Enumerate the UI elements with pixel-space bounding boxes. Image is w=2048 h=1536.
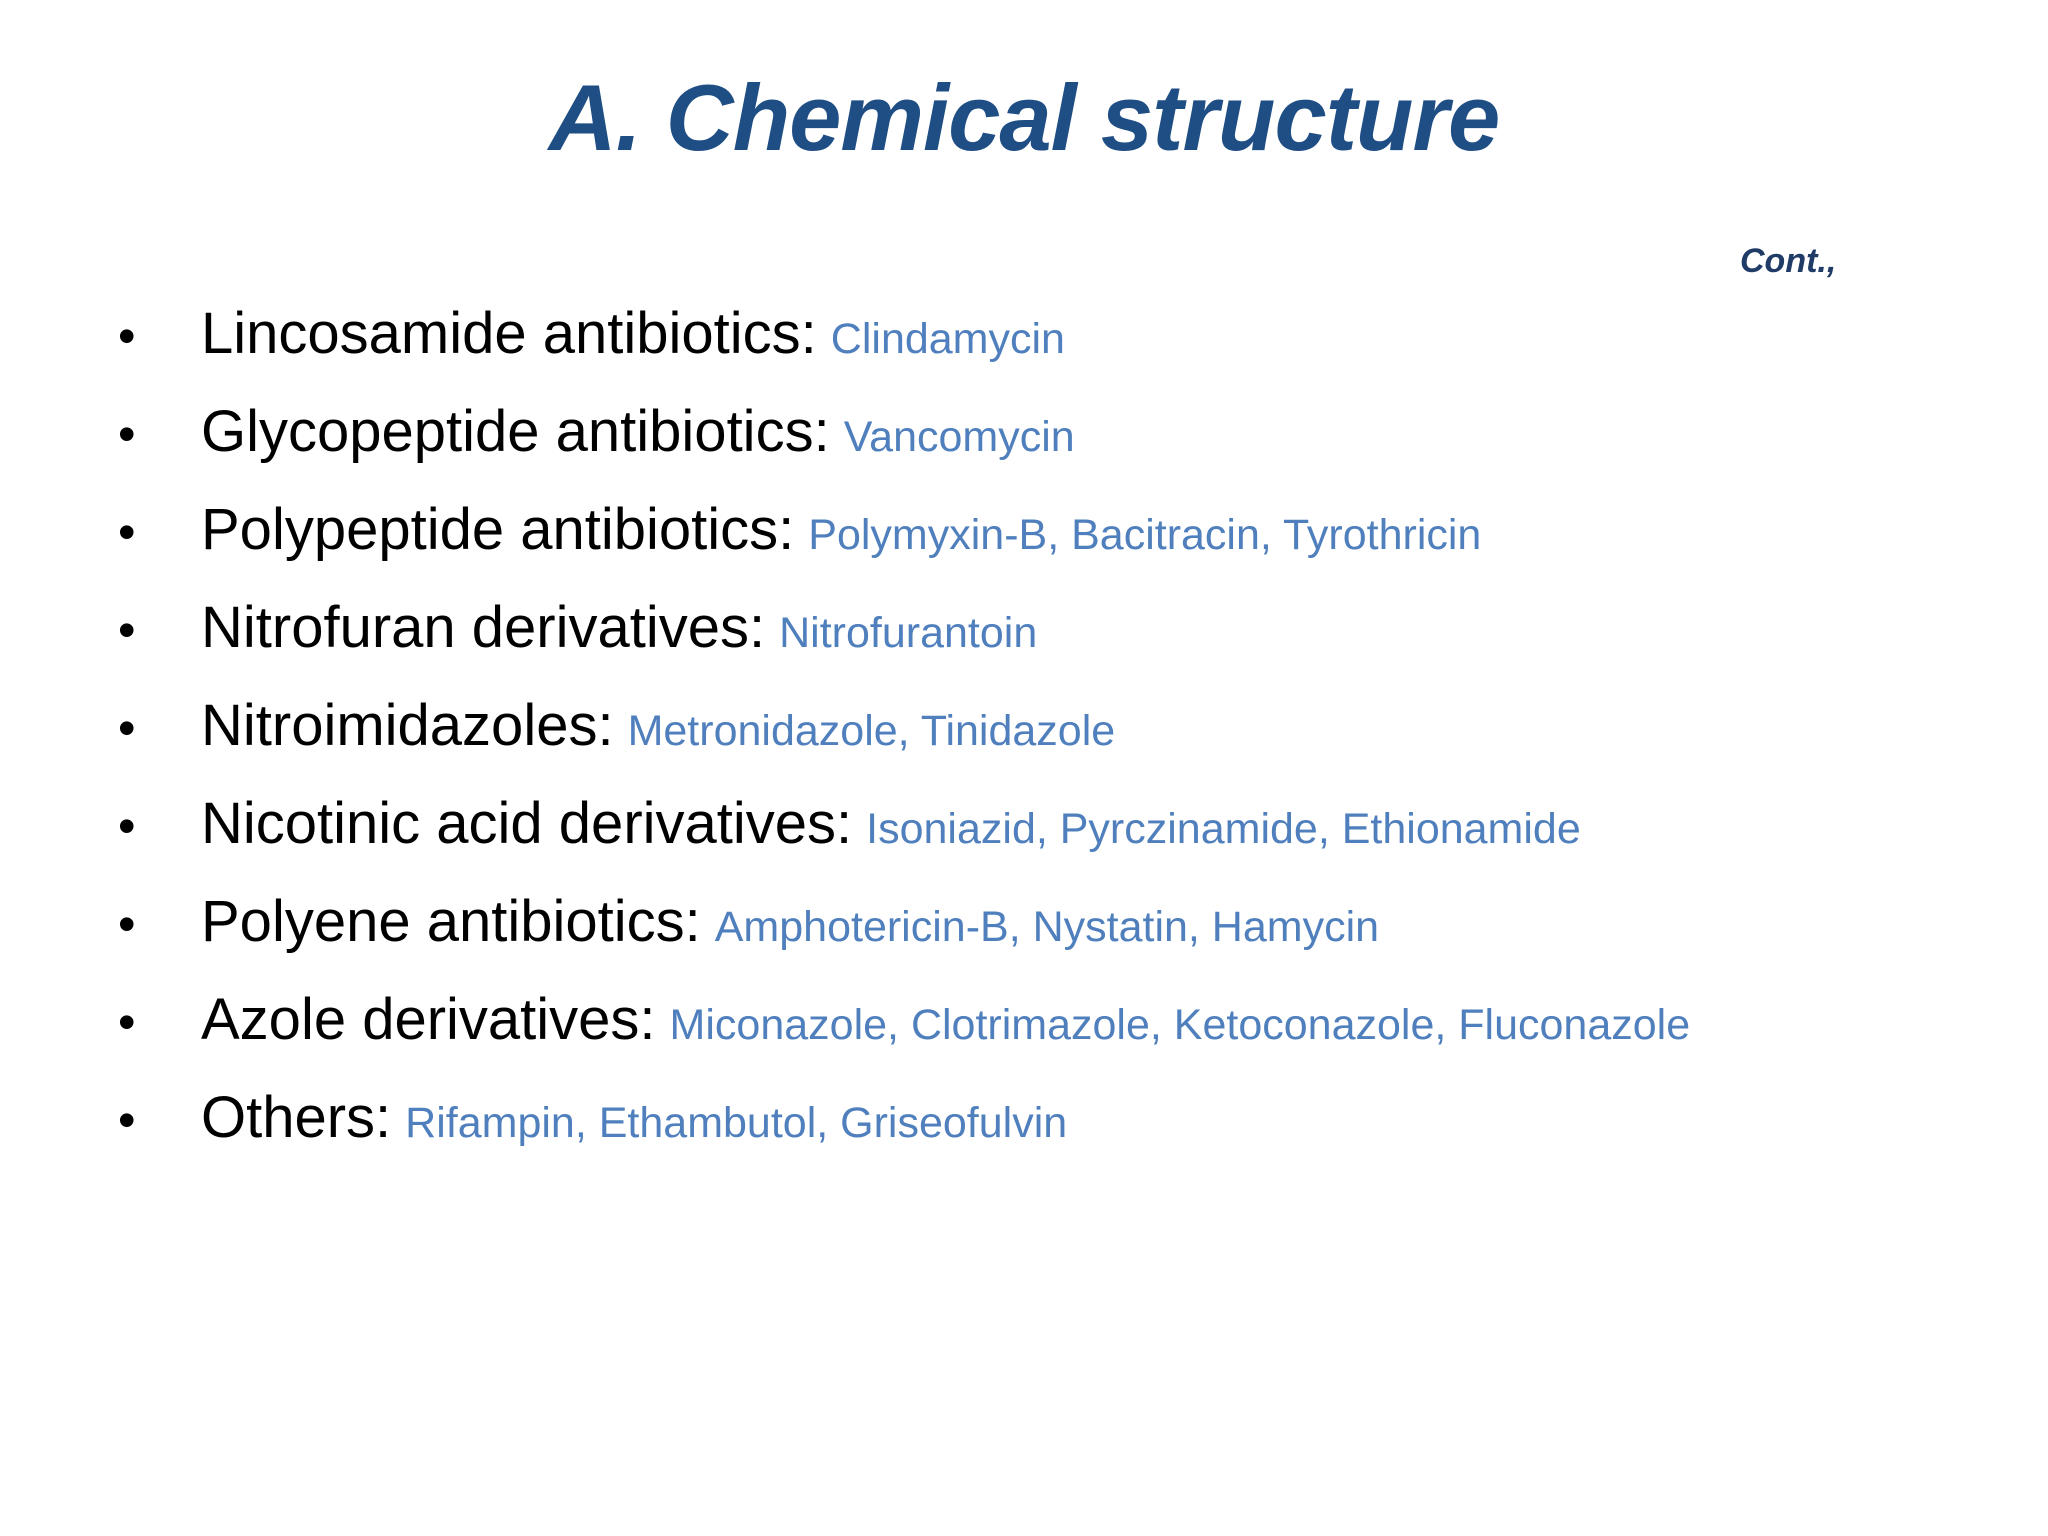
category-label: Nitroimidazoles: (201, 693, 614, 758)
bullet-icon: • (118, 798, 136, 854)
examples-text: Nitrofurantoin (779, 609, 1038, 657)
list-item (118, 888, 1690, 986)
slide-title: A. Chemical structure (548, 65, 1500, 170)
list-item (118, 790, 1690, 888)
list-item (118, 692, 1690, 790)
examples-text: Polymyxin-B, Bacitracin, Tyrothricin (808, 511, 1482, 559)
bullet-icon: • (118, 700, 136, 756)
examples-text: Vancomycin (843, 413, 1075, 461)
bullet-icon: • (118, 1092, 136, 1148)
category-label: Nitrofuran derivatives: (201, 595, 766, 660)
bullet-icon: • (118, 504, 136, 560)
bullet-icon: • (118, 602, 136, 658)
category-label: Nicotinic acid derivatives: (201, 791, 853, 856)
category-label: Glycopeptide antibiotics: (201, 399, 830, 464)
category-label: Lincosamide antibiotics: (201, 301, 817, 366)
examples-text: Metronidazole, Tinidazole (627, 707, 1116, 755)
examples-text: Isoniazid, Pyrczinamide, Ethionamide (866, 805, 1581, 853)
bullet-list (118, 300, 1690, 1182)
category-label: Azole derivatives: (201, 987, 656, 1052)
bullet-icon: • (118, 994, 136, 1050)
list-item (118, 496, 1690, 594)
bullet-icon: • (118, 308, 136, 364)
category-label: Polypeptide antibiotics: (201, 497, 795, 562)
examples-text: Miconazole, Clotrimazole, Ketoconazole, Fluconazole (669, 1001, 1691, 1049)
examples-text: Clindamycin (830, 315, 1065, 363)
examples-text: Rifampin, Ethambutol, Griseofulvin (405, 1099, 1068, 1147)
category-label: Others: (201, 1085, 392, 1150)
category-label: Polyene antibiotics: (201, 889, 701, 954)
list-item (118, 1084, 1690, 1182)
list-item (118, 300, 1690, 398)
list-item (118, 986, 1690, 1084)
list-item (118, 398, 1690, 496)
bullet-icon: • (118, 896, 136, 952)
continued-label: Cont., (1740, 242, 1837, 280)
examples-text: Amphotericin-B, Nystatin, Hamycin (714, 903, 1380, 951)
list-item (118, 594, 1690, 692)
bullet-icon: • (118, 406, 136, 462)
